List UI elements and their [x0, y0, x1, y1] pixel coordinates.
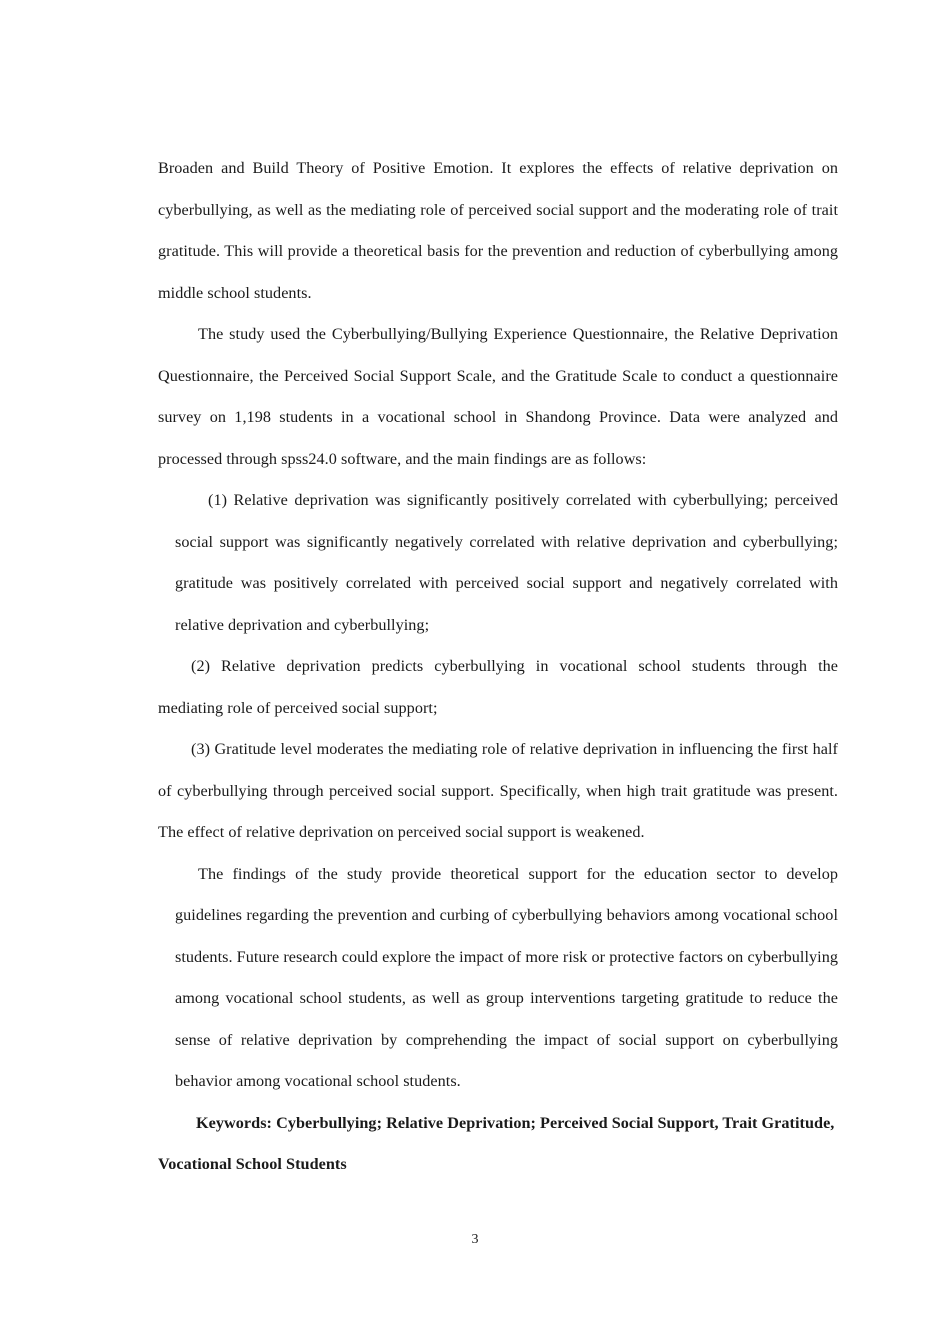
paragraph-finding-1: (1) Relative deprivation was significantly positively correlated with cyberbullying; perceived social support was significantly negatively correlated with relative deprivation and cyberbullying; gratitude was positively correlated with perceived social support and negatively correlated with relative deprivation and cyberbullying;	[175, 491, 838, 634]
paragraph-finding-3: (3) Gratitude level moderates the mediating role of relative deprivation in influencing the first half of cyberbullying through perceived social support. Specifically, when high trait gratitude was present. The effect of relative deprivation on perceived social support is weakened.	[158, 740, 838, 841]
paragraph-implications: The findings of the study provide theoretical support for the education sector to develop guidelines regarding the prevention and curbing of cyberbullying behaviors among vocational school students. Future research could explore the impact of more risk or protective factors on cyberbullying among vocational school students, as well as group interventions targeting gratitude to reduce the sense of relative deprivation by comprehending the impact of social support on cyberbullying behavior among vocational school students.	[175, 864, 838, 1090]
paragraph-keywords: Keywords: Cyberbullying; Relative Deprivation; Perceived Social Support, Trait Gratitude, Vocational School Students	[158, 1113, 835, 1173]
paragraph-methods: The study used the Cyberbullying/Bullying Experience Questionnaire, the Relative Deprivation Questionnaire, the Perceived Social Support Scale, and the Gratitude Scale to conduct a questionnaire survey on 1,198 students in a vocational school in Shandong Province. Data were analyzed and processed through spss24.0 software, and the main findings are as follows:	[158, 325, 838, 468]
page-number: 3	[471, 1232, 479, 1247]
paragraph-abstract-continuation: Broaden and Build Theory of Positive Emotion. It explores the effects of relative deprivation on cyberbullying, as well as the mediating role of perceived social support and the moderating role of trait gratitude. This will provide a theoretical basis for the prevention and reduction of cyberbullying among middle school students.	[158, 159, 838, 302]
paragraph-finding-2: (2) Relative deprivation predicts cyberbullying in vocational school students through the mediating role of perceived social support;	[158, 657, 838, 717]
document-text-body	[158, 148, 838, 1186]
